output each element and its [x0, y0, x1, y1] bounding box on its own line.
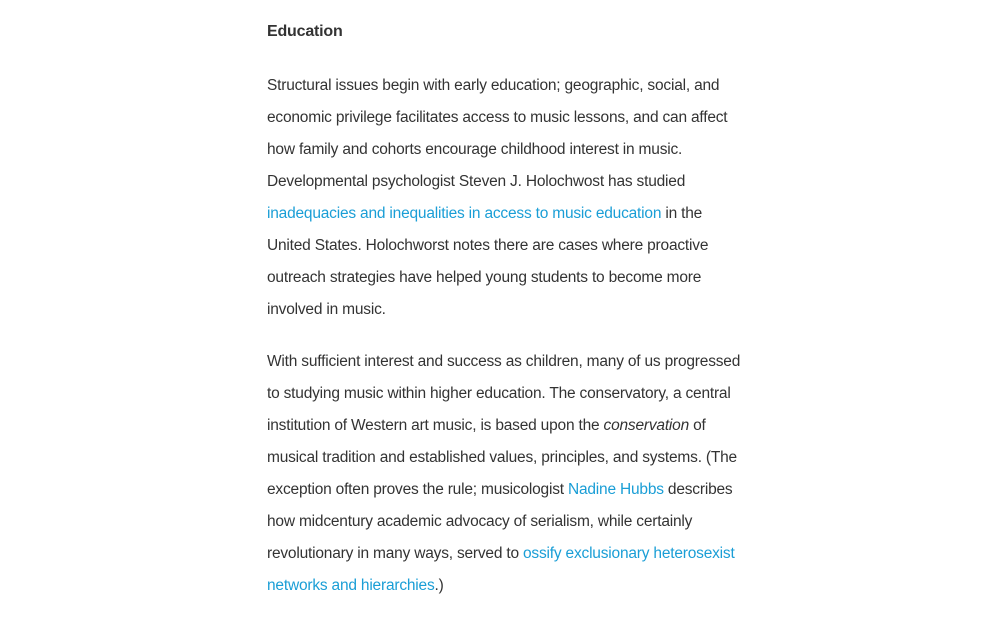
- paragraph-text: .): [434, 577, 444, 594]
- paragraph-higher-education: [267, 346, 747, 602]
- link-ossify-networks[interactable]: ossify exclusionary heterosexist networks and hierarchies: [267, 545, 735, 594]
- link-nadine-hubbs[interactable]: Nadine Hubbs: [567, 481, 664, 498]
- link-music-education-inequalities[interactable]: inadequacies and inequalities in access to music education: [267, 205, 662, 222]
- paragraph-text: describes how midcentury academic advocacy of serialism, while certainly revolutionary in many ways, served to: [267, 481, 733, 562]
- article-body: [267, 18, 747, 602]
- section-heading: Education: [267, 23, 343, 40]
- paragraph-access: [267, 70, 747, 326]
- paragraph-text: in the United States. Holochworst notes there are cases where proactive outreach strategies have helped young students to become more involved in music.: [267, 205, 709, 318]
- emphasis-conservation: conservation: [603, 417, 690, 434]
- paragraph-text: of musical tradition and established values, principles, and systems. (The exception often proves the rule; musicologist: [267, 417, 737, 498]
- paragraph-text: Structural issues begin with early education; geographic, social, and economic privilege facilitates access to music lessons, and can affect how family and cohorts encourage childhood interest in music. Developmental psychologist Steven J. Holochwost has studied: [267, 77, 728, 190]
- paragraph-text: With sufficient interest and success as children, many of us progressed to studying music within higher education. The conservatory, a central institution of Western art music, is based upon the: [267, 353, 741, 434]
